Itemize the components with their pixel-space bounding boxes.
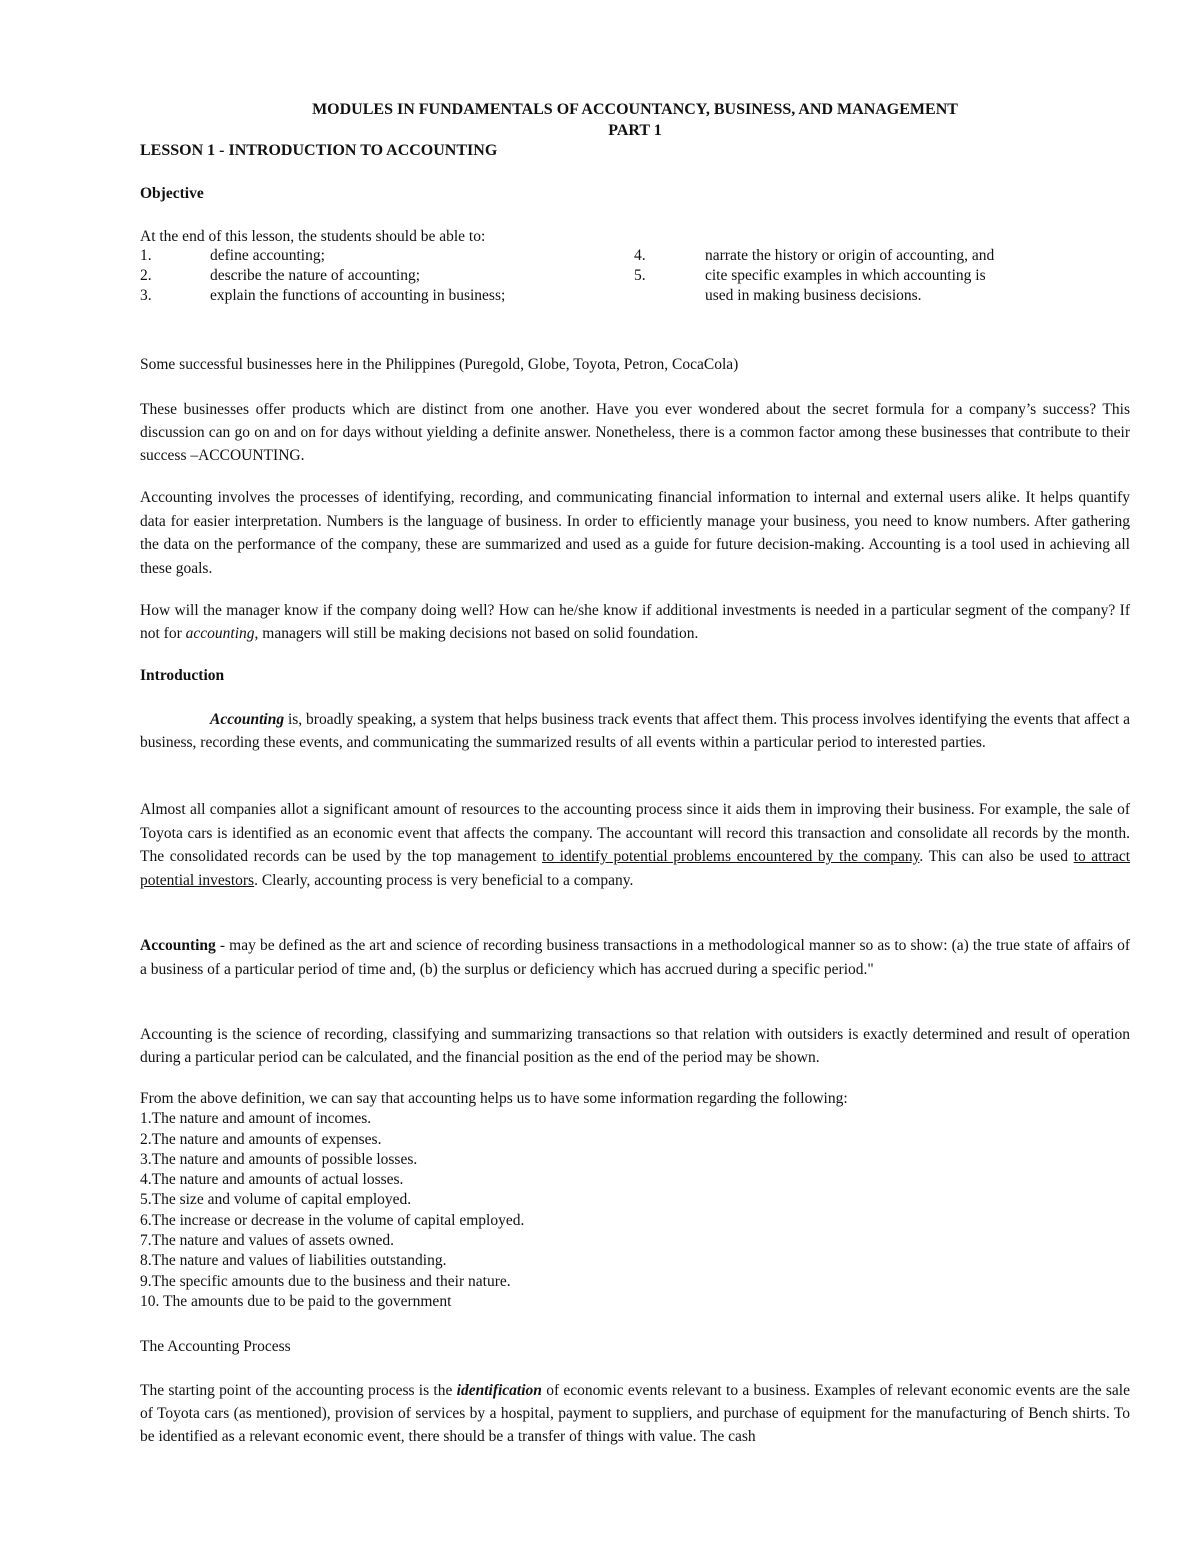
objective-text: cite specific examples in which accounting is: [705, 267, 986, 284]
paragraph-text: Accounting involves the processes of identifying, recording, and communicating financial information to internal and external users alike. It helps quantify data for easier interpretation. Numbers is the language of business. In order to efficiently manage your business, you need to know numbers. After gathering the data on the performance of the company, these are summarized and used as a guide for future decision-making. Accounting is a tool used in achieving all these goals.: [140, 489, 1130, 577]
objective-intro: At the end of this lesson, the students should be able to:: [140, 228, 486, 245]
paragraph-companies: [140, 798, 1130, 892]
text-run: . Clearly, accounting process is very beneficial to a company.: [254, 871, 634, 889]
objective-number: 4.: [634, 247, 646, 264]
accounting-process-heading: The Accounting Process: [140, 1338, 291, 1355]
text-run: The starting point of the accounting process is the: [140, 1382, 457, 1399]
paragraph-text: Accounting is the science of recording, classifying and summarizing transactions so that relation with outsiders is exactly determined and result of operation during a particular period can be calculated, and the financial position as the end of the period may be shown.: [140, 1026, 1130, 1066]
paragraph-businesses: [140, 354, 1130, 376]
underlined-text: to identify potential problems encountered by the company: [542, 848, 920, 865]
information-list: [140, 1089, 1130, 1312]
objective-number: [634, 286, 705, 306]
objective-number: 2.: [140, 267, 152, 284]
text-run: - may be defined as the art and science of recording business transactions in a methodological manner so as to show: (a) the true state of affairs of a business of a particular period of time and, (b) the surplus or deficiency which has accrued during a specific period.": [140, 937, 1130, 978]
paragraph-text: Some successful businesses here in the Philippines (Puregold, Globe, Toyota, Petron, CocaCola): [140, 356, 739, 373]
objective-item: [140, 286, 620, 306]
title-line-1: MODULES IN FUNDAMENTALS OF ACCOUNTANCY, BUSINESS, AND MANAGEMENT: [312, 101, 958, 118]
term-identification: identification: [456, 1382, 542, 1399]
paragraph-manager: [140, 599, 1130, 645]
emphasis-accounting: accounting: [185, 625, 255, 642]
lesson-title: LESSON 1 - INTRODUCTION TO ACCOUNTING: [140, 142, 498, 159]
list-item: 7.The nature and values of assets owned.: [140, 1232, 394, 1250]
objective-heading: Objective: [140, 185, 204, 202]
list-item: 3.The nature and amounts of possible losses.: [140, 1150, 418, 1168]
paragraph-science-of-recording: [140, 1023, 1130, 1069]
document-title: [140, 99, 1130, 141]
objective-list-left: [140, 246, 620, 306]
list-item: 6.The increase or decrease in the volume of capital employed.: [140, 1211, 525, 1229]
objective-text: narrate the history or origin of accounting, and: [705, 247, 995, 264]
paragraph-accounting-processes: [140, 486, 1130, 580]
objective-text: explain the functions of accounting in business;: [210, 287, 506, 304]
objective-text: used in making business decisions.: [705, 287, 922, 304]
objective-text: describe the nature of accounting;: [210, 267, 421, 284]
list-item: 2.The nature and amounts of expenses.: [140, 1130, 382, 1148]
list-item: 9.The specific amounts due to the business and their nature.: [140, 1272, 511, 1290]
list-item: 5.The size and volume of capital employed.: [140, 1191, 412, 1209]
list-intro: From the above definition, we can say that accounting helps us to have some information regarding the following:: [140, 1090, 848, 1107]
text-run: , managers will still be making decisions not based on solid foundation.: [254, 625, 699, 642]
list-item: 1.The nature and amount of incomes.: [140, 1110, 372, 1128]
underlined-text: to attract potential investors: [140, 848, 1131, 889]
title-line-2: PART 1: [608, 122, 662, 139]
text-run: . This can also be used: [919, 848, 1074, 865]
objective-text: define accounting;: [210, 247, 325, 264]
objective-item: [634, 246, 1134, 266]
objective-list-right: [634, 246, 1134, 306]
term-accounting: Accounting: [210, 711, 285, 728]
list-item: 4.The nature and amounts of actual losses.: [140, 1171, 404, 1189]
term-accounting: Accounting: [140, 937, 216, 954]
objective-item: [634, 286, 1134, 306]
paragraph-text: [140, 798, 1130, 892]
text-run: is, broadly speaking, a system that helps business track events that affect them. This process involves identifying the events that affect a business, recording these events, and communicating the summarized results of all events within a particular period to interested parties.: [140, 711, 1130, 751]
objective-number: 5.: [634, 267, 646, 284]
list-item: 10. The amounts due to be paid to the government: [140, 1292, 452, 1310]
paragraph-intro-definition: [140, 708, 1130, 754]
paragraph-text: [140, 708, 1130, 754]
paragraph-art-and-science: [140, 934, 1130, 981]
introduction-heading: Introduction: [140, 667, 225, 684]
objective-item: [140, 266, 620, 286]
paragraph-text: These businesses offer products which are distinct from one another. Have you ever wondered about the secret formula for a company’s success? This discussion can go on and on for days without yielding a definite answer. Nonetheless, there is a common factor among these businesses that contribute to their success –ACCOUNTING.: [140, 401, 1130, 464]
paragraph-text: [140, 934, 1130, 981]
objective-number: 3.: [140, 287, 152, 304]
objective-item: [140, 246, 620, 266]
list-item: 8.The nature and values of liabilities outstanding.: [140, 1252, 447, 1270]
paragraph-text: [140, 599, 1130, 645]
paragraph-text: [140, 1379, 1130, 1448]
objective-item: [634, 266, 1134, 286]
objective-number: 1.: [140, 247, 152, 264]
text-run: Almost all companies allot a significant amount of resources to the accounting process since it aids them in improving their business. For example, the sale of Toyota cars is identified as an economic event that affects the company. The accountant will record this transaction and consolidate all records by the month. The consolidated records can be used by the top management: [140, 801, 1130, 865]
text-run: of economic events relevant to a business. Examples of relevant economic events are the sale of Toyota cars (as mentioned), provision of services by a hospital, payment to suppliers, and purchase of equipment for the manufacturing of Bench shirts. To be identified as a relevant economic event, there should be a transfer of things with value. The cash: [140, 1382, 1130, 1445]
paragraph-secret-formula: [140, 398, 1130, 467]
text-run: How will the manager know if the company doing well? How can he/she know if additional investments is needed in a particular segment of the company? If not for: [140, 602, 1130, 642]
paragraph-identification: [140, 1379, 1130, 1448]
